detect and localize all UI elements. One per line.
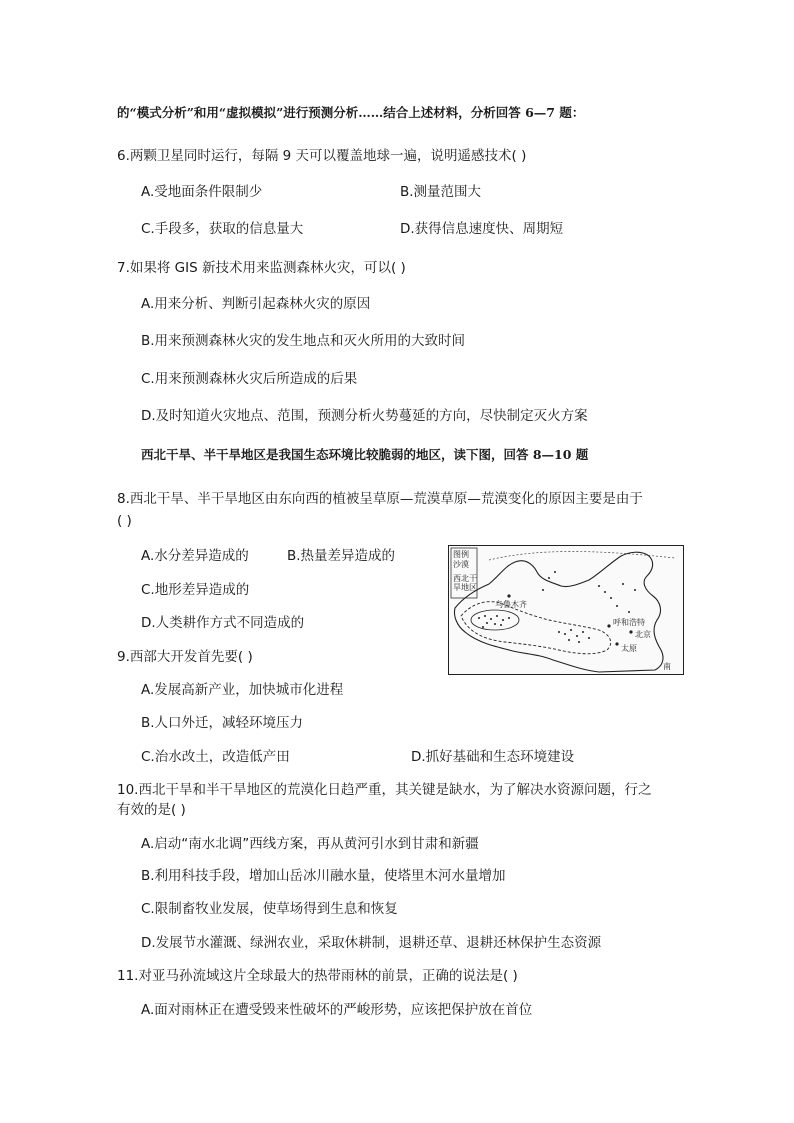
map-city-beijing: 北京 [635,630,651,639]
question-10-stem-line1: 10.西北干旱和半干旱地区的荒漠化日趋严重，其关键是缺水，为了解决水资源问题，行之 [117,782,652,798]
northwest-region-map [448,545,684,675]
question-8-option-b[interactable]: B.热量差异造成的 [287,548,396,564]
question-6-option-a[interactable]: A.受地面条件限制少 [141,184,263,200]
section-material-text: 西北干旱、半干旱地区是我国生态环境比较脆弱的地区，读下图，回答 8—10 题 [141,447,589,462]
question-10-option-a[interactable]: A.启动“南水北调”西线方案，再从黄河引水到甘肃和新疆 [141,836,479,852]
question-10-option-d[interactable]: D.发展节水灌溉、绿洲农业，采取休耕制，退耕还草、退耕还林保护生态资源 [141,935,602,951]
question-9-option-d[interactable]: D.抓好基础和生态环境建设 [411,749,575,765]
question-8-option-c[interactable]: C.地形差异造成的 [141,582,250,598]
question-10-option-b[interactable]: B.利用科技手段，增加山岳冰川融水量，使塔里木河水量增加 [141,868,506,884]
question-10-option-c[interactable]: C.限制畜牧业发展，使草场得到生息和恢复 [141,901,398,917]
question-7-option-b[interactable]: B.用来预测森林火灾的发生地点和灭火所用的大致时间 [141,333,466,349]
map-legend-desert: 沙漠 [453,560,469,569]
question-6-option-b[interactable]: B.测量范围大 [400,184,482,200]
question-9-option-a[interactable]: A.发展高新产业，加快城市化进程 [141,682,344,698]
question-8-stem-line1: 8.西北干旱、半干旱地区由东向西的植被呈草原—荒漠草原—荒漠变化的原因主要是由于 [117,491,643,507]
intro-material-text: 的“模式分析”和用“虚拟模拟”进行预测分析……结合上述材料，分析回答 6—7 题： [117,105,585,120]
question-6-stem: 6.两颗卫星同时运行，每隔 9 天可以覆盖地球一遍，说明遥感技术( ) [117,148,527,164]
question-11-stem: 11.对亚马孙流域这片全球最大的热带雨林的前景，正确的说法是( ) [117,968,518,984]
question-6-option-c[interactable]: C.手段多，获取的信息量大 [141,221,304,237]
question-6-option-d[interactable]: D.获得信息速度快、周期短 [400,221,564,237]
question-8-option-a[interactable]: A.水分差异造成的 [141,548,249,564]
map-drawing [449,546,682,673]
map-city-urumqi: 乌鲁木齐 [495,600,527,609]
map-legend-title: 图例 [453,550,469,559]
question-9-stem: 9.西部大开发首先要( ) [117,649,253,665]
question-9-option-c[interactable]: C.治水改土，改造低产田 [141,749,290,765]
question-7-stem: 7.如果将 GIS 新技术用来监测森林火灾，可以( ) [117,260,406,276]
question-9-option-b[interactable]: B.人口外迁，减轻环境压力 [141,715,304,731]
map-legend-region-line2: 旱地区 [453,583,477,592]
map-corner-label: 南 [663,662,671,671]
map-city-taiyuan: 太原 [621,644,637,653]
question-8-stem-line2: ( ) [117,513,132,529]
question-7-option-d[interactable]: D.及时知道火灾地点、范围，预测分析火势蔓延的方向，尽快制定灭火方案 [141,408,588,424]
question-7-option-c[interactable]: C.用来预测森林火灾后所造成的后果 [141,371,358,387]
question-7-option-a[interactable]: A.用来分析、判断引起森林火灾的原因 [141,296,371,312]
map-legend-region-line1: 西北干 [453,574,477,583]
question-11-option-a[interactable]: A.面对雨林正在遭受毁来性破坏的严峻形势，应该把保护放在首位 [141,1002,533,1018]
question-10-stem-line2: 有效的是( ) [117,802,186,818]
map-city-hohhot: 呼和浩特 [613,618,645,627]
question-8-option-d[interactable]: D.人类耕作方式不同造成的 [141,615,305,631]
